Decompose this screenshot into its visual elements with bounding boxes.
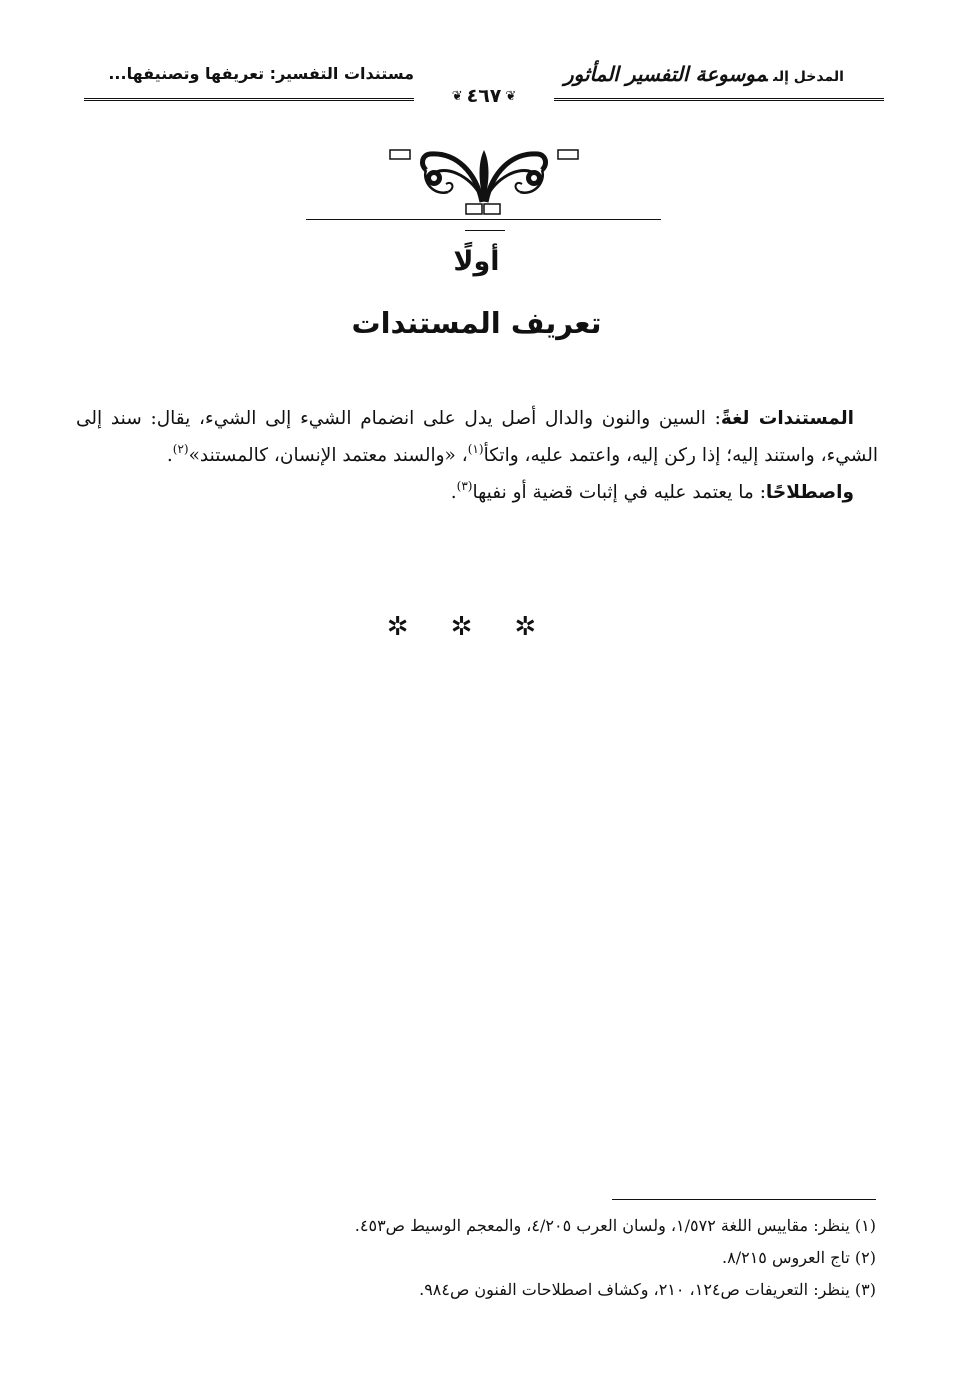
- section-number: أولًا: [453, 246, 500, 277]
- footnote-ref-3[interactable]: (٣): [456, 479, 473, 493]
- paragraph-linguistic-definition: [76, 400, 878, 474]
- heading-ornament-icon: [386, 142, 582, 218]
- term-technical: واصطلاحًا: [765, 482, 854, 503]
- page-ornament-left-icon: ❦: [505, 89, 517, 104]
- chapter-title: مستندات التفسير: تعريفها وتصنيفها...: [108, 64, 414, 83]
- encyclopedia-logo-title: موسوعة التفسير المأثور: [564, 62, 768, 86]
- page-ornament-right-icon: ❦: [451, 89, 463, 104]
- heading-sub-rule: [465, 230, 505, 231]
- star-icon: ✲: [514, 612, 567, 642]
- series-prefix: المدخل إلى: [773, 69, 844, 85]
- page-number: ٤٦٧: [466, 85, 502, 107]
- footnote-1: (١) ينظر: مقاييس اللغة ١/٥٧٢، ولسان العرب ٤/٢٠٥، والمعجم الوسيط ص٤٥٣.: [354, 1216, 876, 1235]
- footnote-ref-1[interactable]: (١): [467, 442, 484, 456]
- star-icon: ✲: [386, 612, 439, 642]
- section-separator: [0, 612, 953, 642]
- footnote-3: (٣) ينظر: التعريفات ص١٢٤، ٢١٠، وكشاف اصطلاحات الفنون ص٩٨٤.: [419, 1280, 876, 1299]
- heading-rule: [306, 219, 661, 220]
- footnotes: [200, 1210, 876, 1306]
- paragraph-text: ، «والسند معتمد الإنسان، كالمستند»: [188, 445, 468, 466]
- star-icon: ✲: [450, 612, 503, 642]
- footnote-ref-2[interactable]: (٢): [172, 442, 189, 456]
- paragraph-technical-definition: [76, 474, 878, 511]
- running-header: [84, 62, 884, 110]
- paragraph-text: : ما يعتمد عليه في إثبات قضية أو نفيها: [472, 482, 766, 503]
- term-linguistic: المستندات لغةً: [720, 408, 854, 429]
- series-title: [564, 62, 884, 86]
- paragraph-text: : السين والنون والدال أصل يدل على انضمام الشيء إلى الشيء، يقال: سند إلى الشيء، واستند إليه؛ إذا ركن إليه، واعتمد عليه، واتكأ: [76, 408, 878, 466]
- paragraph-end: .: [166, 445, 173, 466]
- footnote-2: (٢) تاج العروس ٨/٢١٥.: [722, 1248, 876, 1267]
- page-number-block: [414, 84, 554, 108]
- footnote-rule: [612, 1199, 876, 1200]
- section-title: تعريف المستندات: [351, 306, 602, 340]
- paragraph-end: .: [450, 482, 457, 503]
- body-text: [76, 400, 878, 511]
